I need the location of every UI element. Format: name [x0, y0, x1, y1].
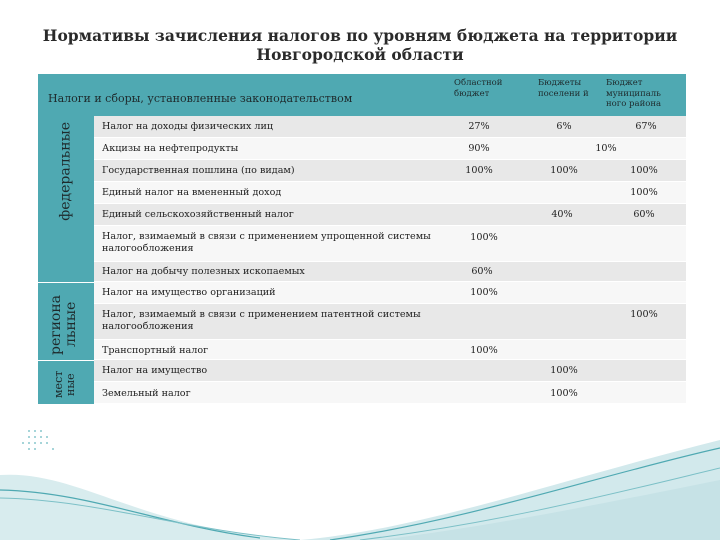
row-district-value: 60% [633, 209, 655, 220]
row-district-value: 100% [630, 165, 658, 176]
row-regional-value: 100% [470, 232, 498, 243]
row-regional-value: 100% [470, 287, 498, 298]
category-regional [38, 282, 94, 360]
category-federal [38, 116, 94, 282]
page-title: Нормативы зачисления налогов по уровням бюджета на территории Новгородской области [42, 26, 678, 64]
table-row [94, 204, 686, 226]
table-row [94, 116, 686, 138]
table-row [94, 304, 686, 340]
row-name: Налог на доходы физических лиц [102, 121, 274, 132]
row-regional-value: 60% [471, 266, 493, 277]
table-row [94, 182, 686, 204]
row-settlements-value: 100% [550, 165, 578, 176]
row-name: Акцизы на нефтепродукты [102, 143, 239, 154]
table-row [94, 382, 686, 404]
row-regional-value: 100% [465, 165, 493, 176]
row-district-value: 100% [630, 187, 658, 198]
category-federal-label: федеральные [57, 122, 74, 221]
header-regional-budget: Областной бюджет [454, 78, 503, 99]
header-district-budget: Бюджет муниципаль ного района [606, 78, 662, 109]
row-name: Единый налог на вмененный доход [102, 187, 282, 198]
row-name: Государственная пошлина (по видам) [102, 165, 295, 176]
row-regional-value: 27% [468, 121, 490, 132]
table-row [94, 360, 686, 382]
row-name: Налог на добычу полезных ископаемых [102, 266, 305, 277]
table-row [94, 160, 686, 182]
row-regional-value: 100% [470, 345, 498, 356]
table-row [94, 226, 686, 262]
table-row [94, 262, 686, 282]
row-name: Транспортный налог [102, 345, 209, 356]
row-name: Единый сельскохозяйственный налог [102, 209, 294, 220]
table-row [94, 282, 686, 304]
row-merged-value: 10% [595, 143, 617, 154]
row-name: Налог на имущество [102, 365, 208, 376]
table-header [38, 74, 686, 116]
category-local [38, 360, 94, 404]
category-local-label: мест ные [52, 370, 77, 399]
row-settlements-value: 40% [551, 209, 573, 220]
decorative-swoosh [0, 420, 720, 540]
table-row [94, 340, 686, 360]
row-settlements-value: 6% [556, 121, 572, 132]
header-settlement-budgets: Бюджеты поселени й [538, 78, 589, 99]
row-settlements-value: 100% [550, 388, 578, 399]
category-regional-label: региона льные [48, 294, 79, 355]
row-settlements-value: 100% [550, 365, 578, 376]
row-name: Налог, взимаемый в связи с применением патентной системы налогообложения [102, 309, 421, 332]
header-taxes-label: Налоги и сборы, установленные законодательством [48, 92, 353, 105]
row-name: Налог, взимаемый в связи с применением упрощенной системы налогообложения [102, 231, 431, 254]
row-name: Земельный налог [102, 388, 191, 399]
row-district-value: 67% [635, 121, 657, 132]
table-row [94, 138, 686, 160]
row-district-value: 100% [630, 309, 658, 320]
row-regional-value: 90% [468, 143, 490, 154]
row-name: Налог на имущество организаций [102, 287, 276, 298]
